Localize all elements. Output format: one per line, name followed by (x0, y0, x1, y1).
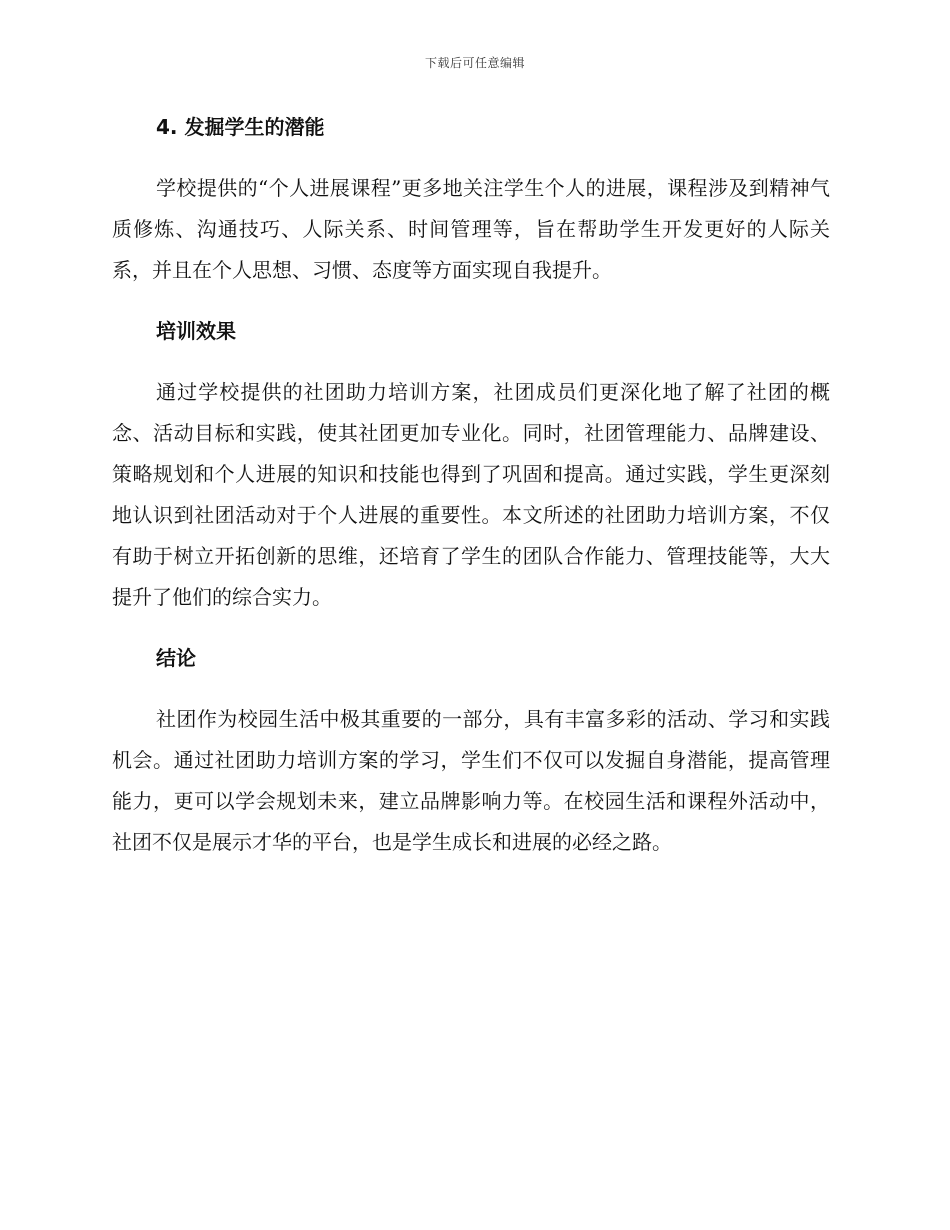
conclusion-paragraph: 社团作为校园生活中极其重要的一部分，具有丰富多彩的活动、学习和实践机会。通过社团助力培训方案的学习，学生们不仅可以发掘自身潜能，提高管理能力，更可以学会规划未来，建立品牌影响力等。在校园生活和课程外活动中，社团不仅是展示才华的平台，也是学生成长和进展的必经之路。 (112, 707, 830, 854)
conclusion-heading: 结论 (156, 646, 196, 670)
document-body (112, 112, 830, 863)
header-note: 下载后可任意编辑 (424, 56, 525, 70)
section-4-paragraph: 学校提供的“个人进展课程”更多地关注学生个人的进展，课程涉及到精神气质修炼、沟通技巧、人际关系、时间管理等，旨在帮助学生开发更好的人际关系，并且在个人思想、习惯、态度等方面实现自我提升。 (112, 176, 830, 282)
section-4-heading: 4. 发掘学生的潜能 (156, 115, 325, 139)
training-effect-paragraph: 通过学校提供的社团助力培训方案，社团成员们更深化地了解了社团的概念、活动目标和实践，使其社团更加专业化。同时，社团管理能力、品牌建设、策略规划和个人进展的知识和技能也得到了巩固和提高。通过实践，学生更深刻地认识到社团活动对于个人进展的重要性。本文所述的社团助力培训方案，不仅有助于树立开拓创新的思维，还培育了学生的团队合作能力、管理技能等，大大提升了他们的综合实力。 (112, 380, 830, 609)
training-effect-heading: 培训效果 (156, 319, 236, 343)
